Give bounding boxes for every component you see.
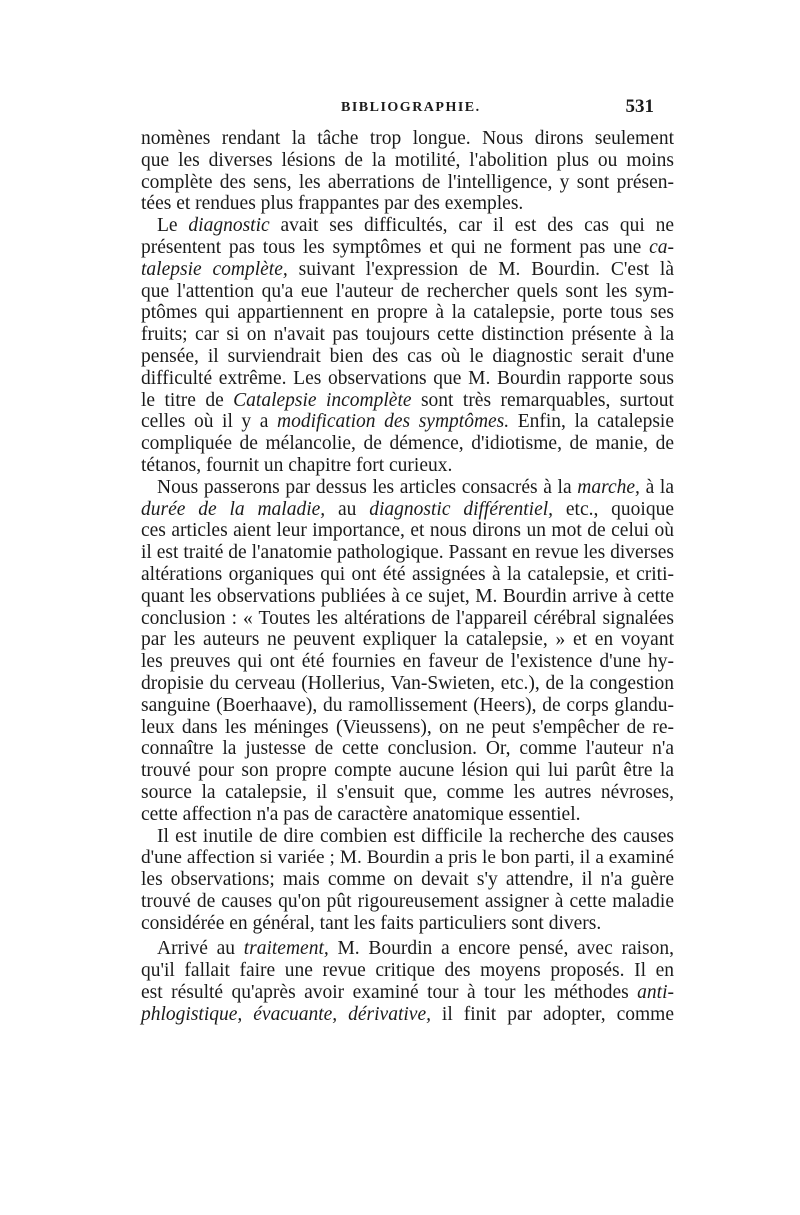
page-number: 531 [625, 96, 654, 117]
text-line: que l'attention qu'a eue l'auteur de rechercher quels sont les sym- [141, 280, 674, 302]
italic-text: talepsie complète, [141, 258, 288, 280]
italic-text: anti- [637, 982, 674, 1004]
page-header [140, 96, 660, 122]
text-line: source la catalepsie, il s'ensuit que, comme les autres névroses, [141, 781, 674, 803]
text-line: d'une affection si variée ; M. Bourdin a pris le bon parti, il a examiné [141, 847, 674, 869]
text-line: complète des sens, les aberrations de l'intelligence, y sont présen- [141, 171, 674, 193]
text-line: compliquée de mélancolie, de démence, d'idiotisme, de manie, de [141, 433, 674, 455]
italic-text: diagnostic [188, 215, 270, 237]
italic-text: traitement, [243, 938, 329, 960]
text-line: talepsie complète, suivant l'expression de M. Bourdin. C'est là [141, 258, 674, 280]
text-line: Arrivé au traitement, M. Bourdin a encore pensé, avec raison, [157, 938, 674, 960]
text-line: est résulté qu'après avoir examiné tour à tour les méthodes anti- [141, 982, 674, 1004]
text-line: durée de la maladie, au diagnostic différentiel, etc., quoique [141, 498, 675, 520]
text-line: considérée en général, tant les faits particuliers sont divers. [141, 912, 602, 934]
text-line: ces articles aient leur importance, et nous dirons un mot de celui où [141, 520, 674, 542]
text-line: trouvé de causes qu'on pût rigoureusement assigner à cette maladie [141, 890, 674, 912]
text-line: les observations; mais comme on devait s'y attendre, il n'a guère [141, 869, 674, 891]
text-line: les preuves qui ont été fournies en faveur de l'existence d'une hy- [141, 651, 674, 673]
text-line: altérations organiques qui ont été assignées à la catalepsie, et criti- [141, 563, 674, 585]
text-line: conclusion : « Toutes les altérations de l'appareil cérébral signalées [141, 607, 674, 629]
text-line: cette affection n'a pas de caractère anatomique essentiel. [141, 803, 581, 825]
italic-text: ca- [649, 236, 674, 258]
text-line: tétanos, fournit un chapitre fort curieux. [141, 454, 453, 476]
text-line: trouvé pour son propre compte aucune lésion qui lui parût être la [141, 760, 674, 782]
text-line: par les auteurs ne peuvent expliquer la catalepsie, » et en voyant [141, 629, 674, 651]
text-line: ptômes qui appartiennent en propre à la catalepsie, porte tous ses [141, 302, 674, 324]
text-line: qu'il fallait faire une revue critique des moyens proposés. Il en [141, 960, 674, 982]
text-line: le titre de Catalepsie incomplète sont très remarquables, surtout [141, 389, 674, 411]
text-line: Nous passerons par dessus les articles consacrés à la marche, à la [157, 476, 674, 498]
text-line: fruits; car si on n'avait pas toujours cette distinction présente à la [141, 324, 674, 346]
text-line: sanguine (Boerhaave), du ramollissement (Heers), de corps glandu- [141, 694, 674, 716]
text-line: nomènes rendant la tâche trop longue. Nous dirons seulement [141, 128, 674, 149]
text-line: pensée, il surviendrait bien des cas où le diagnostic serait d'une [141, 345, 674, 367]
italic-text: marche, [577, 476, 640, 498]
italic-text: diagnostic différentiel, [369, 498, 554, 520]
text-line: que les diverses lésions de la motilité, l'abolition plus ou moins [141, 149, 674, 171]
text-line: Le diagnostic avait ses difficultés, car il est des cas qui ne [157, 215, 674, 237]
text-line: celles où il y a modification des symptômes. Enfin, la catalepsie [141, 411, 674, 433]
italic-text: durée de la maladie, [141, 498, 326, 520]
text-line: Il est inutile de dire combien est difficile la recherche des causes [157, 825, 674, 847]
italic-text: modification des symptômes. [276, 411, 510, 433]
text-line: quant les observations publiées à ce sujet, M. Bourdin arrive à cette [141, 585, 674, 607]
text-line: présentent pas tous les symptômes et qui ne forment pas une ca- [141, 236, 674, 258]
body-text [141, 128, 674, 1026]
italic-text: phlogistique, évacuante, dérivative, [141, 1003, 431, 1025]
text-line: phlogistique, évacuante, dérivative, il finit par adopter, comme [141, 1003, 674, 1025]
italic-text: Catalepsie incomplète [233, 389, 412, 411]
running-title: BIBLIOGRAPHIE. [341, 100, 481, 115]
text-line: connaître la justesse de cette conclusion. Or, comme l'auteur n'a [141, 738, 674, 760]
text-line: il est traité de l'anatomie pathologique. Passant en revue les diverses [141, 542, 674, 564]
text-line: leux dans les méninges (Vieussens), on ne peut s'empêcher de re- [141, 716, 674, 738]
text-line: tées et rendues plus frappantes par des exemples. [141, 193, 524, 215]
text-line: dropisie du cerveau (Hollerius, Van-Swieten, etc.), de la congestion [141, 672, 674, 694]
text-line: difficulté extrême. Les observations que M. Bourdin rapporte sous [141, 367, 674, 389]
